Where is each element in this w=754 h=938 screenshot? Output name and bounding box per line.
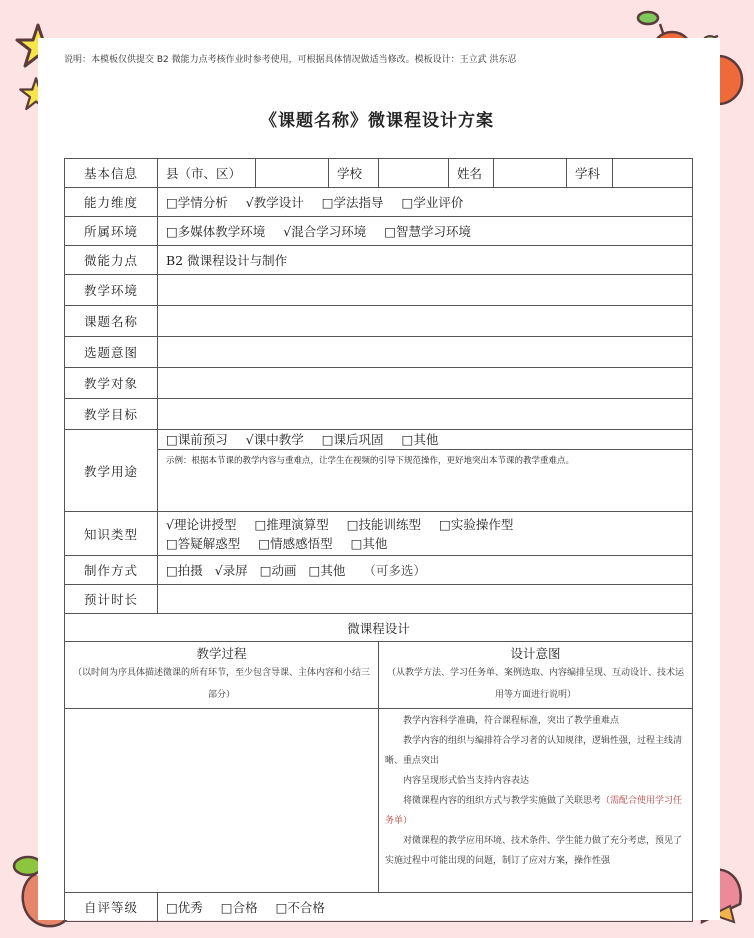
label-knowledge: 知识类型 [65, 512, 158, 556]
row-environment [65, 217, 693, 246]
field-subject[interactable] [613, 159, 693, 188]
label-teaching-env: 教学环境 [65, 275, 158, 306]
label-topic-intent: 选题意图 [65, 337, 158, 368]
field-topic-intent[interactable] [158, 337, 693, 368]
option-excellent[interactable]: □优秀 [166, 900, 203, 915]
process-title: 教学过程 [196, 646, 247, 661]
row-usage-options [65, 430, 693, 450]
option-skill[interactable]: □技能训练型 [346, 516, 422, 532]
page-title: 《课题名称》微课程设计方案 [260, 111, 494, 131]
row-topic-name [65, 306, 693, 337]
row-topic-intent [65, 337, 693, 368]
label-name: 姓名 [449, 159, 494, 188]
row-usage-example [65, 450, 693, 512]
row-self-eval [65, 893, 693, 922]
row-micro-ability [65, 246, 693, 275]
intent-title: 设计意图 [510, 646, 561, 661]
label-micro-ability: 微能力点 [65, 246, 158, 275]
label-audience: 教学对象 [65, 368, 158, 399]
multi-select-hint: （可多选） [363, 563, 426, 578]
row-knowledge [65, 512, 693, 556]
option-blended-env[interactable]: √混合学习环境 [283, 224, 367, 239]
field-teaching-process[interactable] [65, 709, 379, 893]
label-environment: 所属环境 [65, 217, 158, 246]
intent-point: 将微课程内容的组织方式与教学实施做了关联思考（需配合使用学习任务单） [385, 796, 683, 826]
field-micro-ability[interactable]: B2 微课程设计与制作 [158, 246, 693, 275]
option-animation[interactable]: □动画 [259, 563, 297, 578]
row-audience [65, 368, 693, 399]
label-objectives: 教学目标 [65, 399, 158, 430]
option-other-knowledge[interactable]: □其他 [350, 535, 388, 551]
row-basic-info [65, 159, 693, 188]
option-in-class[interactable]: √课中教学 [245, 431, 304, 447]
intent-point: 内容呈现形式恰当支持内容表达 [403, 776, 530, 786]
intent-subtitle: （从教学方法、学习任务单、案例选取、内容编排呈现、互动设计、技术运用等方面进行说明） [386, 668, 684, 700]
field-duration[interactable] [158, 585, 693, 614]
intent-point: 对微课程的教学应用环境、技术条件、学生能力做了充分考虑，预见了实施过程中可能出现的问题，制订了应对方案，操作性强 [385, 836, 683, 866]
option-study-guidance[interactable]: □学法指导 [321, 195, 384, 210]
option-emotion[interactable]: □情感感悟型 [258, 535, 333, 551]
option-other-usage[interactable]: □其他 [401, 431, 439, 447]
option-teaching-design[interactable]: √教学设计 [245, 195, 304, 210]
intent-point: 教学内容科学准确，符合课程标准，突出了教学重难点 [403, 716, 620, 726]
field-school[interactable] [379, 159, 449, 188]
label-basic-info: 基本信息 [65, 159, 158, 188]
row-objectives [65, 399, 693, 430]
field-name[interactable] [494, 159, 567, 188]
label-self-eval: 自评等级 [65, 893, 158, 922]
field-teaching-env[interactable] [158, 275, 693, 306]
label-county: 县（市、区） [158, 159, 256, 188]
row-ability [65, 188, 693, 217]
template-note: 说明：本模板仅供提交 B2 微能力点考核作业时参考使用，可根据具体情况做适当修改。模板设计：王立武 洪东忍 [64, 55, 517, 65]
option-filming[interactable]: □拍摄 [166, 563, 203, 578]
option-experiment[interactable]: □实验操作型 [439, 516, 514, 532]
field-objectives[interactable] [158, 399, 693, 430]
option-fail[interactable]: □不合格 [275, 900, 325, 915]
option-smart-env[interactable]: □智慧学习环境 [384, 224, 472, 239]
field-audience[interactable] [158, 368, 693, 399]
row-duration [65, 585, 693, 614]
option-pre-class[interactable]: □课前预习 [166, 431, 228, 447]
option-reasoning[interactable]: □推理演算型 [254, 516, 329, 532]
label-duration: 预计时长 [65, 585, 158, 614]
label-production: 制作方式 [65, 556, 158, 585]
intent-point: 教学内容的组织与编排符合学习者的认知规律，逻辑性强，过程主线清晰、重点突出 [385, 736, 683, 766]
label-subject: 学科 [567, 159, 613, 188]
row-design-content [65, 709, 693, 893]
option-qa[interactable]: □答疑解惑型 [166, 535, 241, 551]
option-learning-analysis[interactable]: □学情分析 [166, 195, 228, 210]
label-topic-name: 课题名称 [65, 306, 158, 337]
option-post-class[interactable]: □课后巩固 [321, 431, 384, 447]
option-multimedia-env[interactable]: □多媒体教学环境 [166, 224, 266, 239]
row-design-header [65, 614, 693, 642]
option-pass[interactable]: □合格 [220, 900, 258, 915]
option-other-production[interactable]: □其他 [308, 563, 346, 578]
section-design-header: 微课程设计 [65, 614, 693, 642]
design-form-table [64, 158, 693, 922]
row-teaching-env [65, 275, 693, 306]
design-intent-content[interactable] [379, 709, 693, 893]
intent-highlight: （需配合使用学习任务单） [385, 796, 683, 826]
option-academic-evaluation[interactable]: □学业评价 [401, 195, 464, 210]
option-theory[interactable]: √理论讲授型 [166, 516, 237, 532]
row-production [65, 556, 693, 585]
process-subtitle: （以时间为序具体描述微课的所有环节，至少包含导课、主体内容和小结三部分） [72, 668, 370, 700]
label-ability: 能力维度 [65, 188, 158, 217]
row-design-titles [65, 642, 693, 709]
usage-example[interactable]: 示例：根据本节课的教学内容与重难点，让学生在视频的引导下规范操作，更好地突出本节课的教学重难点。 [158, 450, 693, 512]
label-school: 学校 [329, 159, 379, 188]
option-screen-record[interactable]: √录屏 [214, 563, 248, 578]
field-county[interactable] [256, 159, 329, 188]
field-topic-name[interactable] [158, 306, 693, 337]
label-usage: 教学用途 [65, 430, 158, 512]
